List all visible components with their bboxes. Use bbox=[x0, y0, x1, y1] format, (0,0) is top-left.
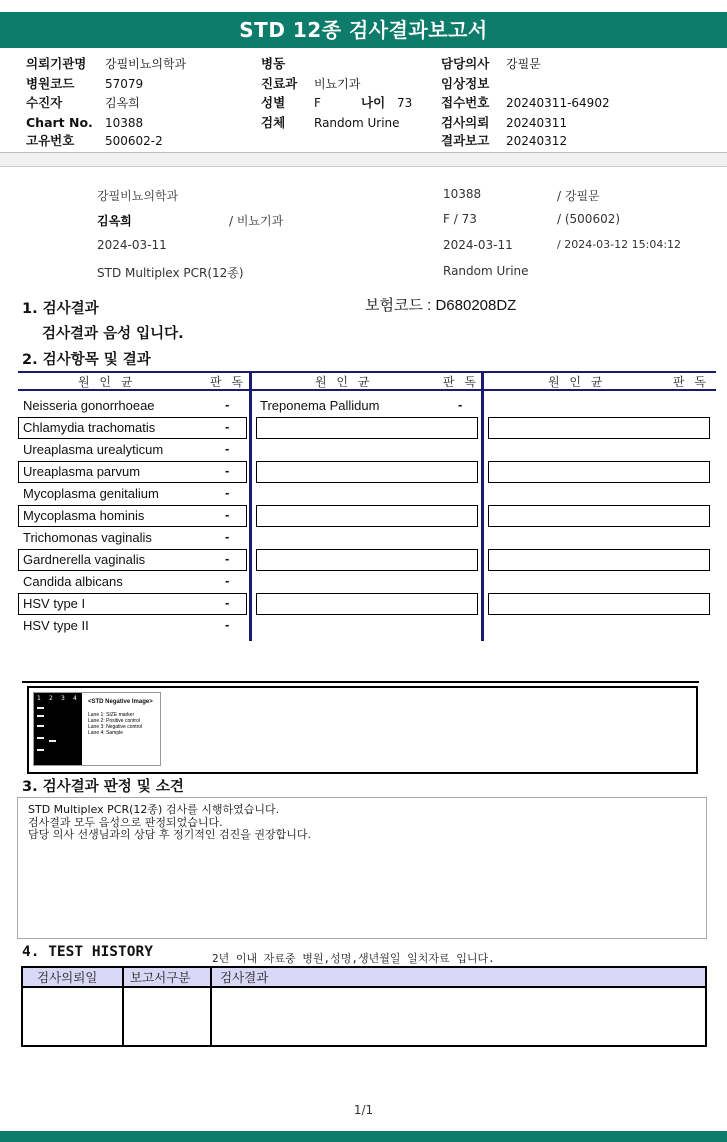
organism-name: Candida albicans bbox=[23, 574, 123, 589]
history-table bbox=[21, 966, 707, 1047]
label-report-date: 결과보고 bbox=[441, 133, 490, 148]
opinion-line-2: 검사결과 모두 음성으로 판정되었습니다. bbox=[28, 815, 223, 829]
empty-slot-box bbox=[256, 461, 478, 483]
summary-chart-no: 10388 bbox=[443, 187, 482, 201]
organism-result: - bbox=[225, 551, 230, 566]
empty-slot-box bbox=[256, 593, 478, 615]
history-divider-2 bbox=[210, 968, 212, 1045]
value-report-date: 20240312 bbox=[506, 134, 568, 148]
lane-number-2: 2 bbox=[49, 695, 53, 702]
organism-result: - bbox=[225, 463, 230, 478]
lane-number-1: 1 bbox=[37, 695, 41, 702]
gel-title: <STD Negative Image> bbox=[88, 699, 153, 705]
value-sex: F bbox=[314, 96, 321, 110]
gel-legend-4: Lane 4: Sample bbox=[88, 730, 124, 736]
label-sex: 성별 bbox=[261, 95, 286, 110]
section2-heading: 2. 검사항목 및 결과 bbox=[22, 352, 151, 368]
value-institution: 강필비뇨의학과 bbox=[105, 57, 187, 71]
organism-name: Neisseria gonorrhoeae bbox=[23, 398, 155, 413]
summary-doctor: / 강필문 bbox=[557, 189, 600, 203]
gel-band bbox=[37, 707, 44, 709]
summary-request-date: 2024-03-11 bbox=[97, 238, 167, 252]
organism-name: HSV type II bbox=[23, 618, 89, 633]
label-doctor: 담당의사 bbox=[441, 56, 490, 71]
summary-patient: 김옥희 bbox=[97, 214, 132, 228]
label-hospital-code: 병원코드 bbox=[26, 76, 75, 91]
history-col-report-type: 보고서구분 bbox=[124, 968, 210, 988]
value-age: 73 bbox=[397, 96, 413, 110]
label-ward: 병동 bbox=[261, 56, 286, 71]
label-age: 나이 bbox=[361, 95, 386, 110]
gel-band bbox=[37, 749, 44, 751]
summary-test-name: STD Multiplex PCR(12종) bbox=[97, 266, 244, 280]
history-col-result: 검사결과 bbox=[212, 968, 705, 988]
organism-result: - bbox=[225, 397, 230, 412]
organism-name: Trichomonas vaginalis bbox=[23, 530, 152, 545]
section1-heading: 1. 검사결과 bbox=[22, 301, 99, 317]
gel-top-rule bbox=[22, 681, 699, 683]
label-specimen: 검체 bbox=[261, 115, 286, 130]
col-result-3: 판 독 bbox=[673, 375, 709, 389]
summary-report-datetime: / 2024-03-12 15:04:12 bbox=[557, 238, 682, 251]
organism-result: - bbox=[225, 507, 230, 522]
organism-result: - bbox=[225, 617, 230, 632]
opinion-line-1: STD Multiplex PCR(12종) 검사를 시행하였습니다. bbox=[28, 803, 280, 816]
gel-image bbox=[33, 692, 161, 766]
empty-slot-box bbox=[488, 461, 710, 483]
gel-band bbox=[49, 740, 56, 742]
organism-result: - bbox=[225, 441, 230, 456]
empty-slot-box bbox=[256, 417, 478, 439]
value-request-date: 20240311 bbox=[506, 116, 568, 130]
gel-legend-3: Lane 3: Negative control bbox=[88, 724, 143, 730]
section1-result-text: 검사결과 음성 입니다. bbox=[42, 326, 184, 342]
value-unique-no: 500602-2 bbox=[105, 134, 163, 148]
empty-slot-box bbox=[488, 505, 710, 527]
gel-legend-2: Lane 2: Positive control bbox=[88, 718, 140, 724]
empty-slot-box bbox=[256, 549, 478, 571]
value-chart-no: 10388 bbox=[105, 116, 144, 130]
gel-band bbox=[37, 725, 44, 727]
label-clinical-info: 임상정보 bbox=[441, 76, 490, 91]
column-divider-2 bbox=[481, 371, 484, 641]
organism-result: - bbox=[225, 529, 230, 544]
empty-slot-box bbox=[256, 505, 478, 527]
organism-name: Ureaplasma parvum bbox=[23, 464, 141, 479]
value-specimen: Random Urine bbox=[314, 116, 400, 130]
organism-result: - bbox=[225, 419, 230, 434]
label-unique-no: 고유번호 bbox=[26, 133, 75, 148]
value-receipt-no: 20240311-64902 bbox=[506, 96, 610, 110]
value-department: 비뇨기과 bbox=[314, 77, 361, 91]
report-title: STD 12종 검사결과보고서 bbox=[0, 12, 727, 48]
history-divider-1 bbox=[122, 968, 124, 1045]
label-patient: 수진자 bbox=[26, 95, 63, 110]
value-hospital-code: 57079 bbox=[105, 77, 144, 91]
history-col-request-date: 검사의뢰일 bbox=[23, 968, 122, 988]
opinion-line-3: 담당 의사 선생님과의 상담 후 정기적인 검진을 권장합니다. bbox=[28, 828, 311, 841]
summary-receipt-date: 2024-03-11 bbox=[443, 238, 513, 252]
organism-result: - bbox=[458, 397, 463, 412]
col-organism-3: 원 인 균 bbox=[548, 375, 606, 389]
organism-name: Treponema Pallidum bbox=[260, 398, 380, 413]
value-doctor: 강필문 bbox=[506, 57, 541, 71]
lane-number-3: 3 bbox=[61, 695, 65, 702]
value-patient: 김옥희 bbox=[105, 96, 140, 110]
organism-name: Mycoplasma hominis bbox=[23, 508, 145, 523]
gel-legend-1: Lane 1: SIZE marker bbox=[88, 712, 135, 718]
label-department: 진료과 bbox=[261, 76, 298, 91]
header-separator bbox=[0, 152, 727, 166]
gel-band bbox=[37, 715, 44, 717]
organism-result: - bbox=[225, 595, 230, 610]
column-divider-1 bbox=[249, 371, 252, 641]
summary-institution: 강필비뇨의학과 bbox=[97, 189, 179, 203]
organism-name: Gardnerella vaginalis bbox=[23, 552, 146, 567]
gel-lanes bbox=[34, 693, 82, 765]
summary-department: / 비뇨기과 bbox=[229, 214, 284, 228]
organism-name: Mycoplasma genitalium bbox=[23, 486, 159, 501]
footer-bar bbox=[0, 1131, 727, 1142]
gel-band bbox=[37, 737, 44, 739]
summary-sex-age: F / 73 bbox=[443, 212, 477, 226]
organism-result: - bbox=[225, 485, 230, 500]
empty-slot-box bbox=[488, 417, 710, 439]
label-request-date: 검사의뢰 bbox=[441, 115, 490, 130]
history-note: 2년 이내 자료중 병원,성명,생년월일 일치자료 입니다. bbox=[212, 952, 495, 965]
empty-slot-box bbox=[488, 549, 710, 571]
section4-heading: 4. TEST HISTORY bbox=[22, 944, 153, 960]
label-receipt-no: 접수번호 bbox=[441, 95, 490, 110]
col-result-1: 판 독 bbox=[210, 375, 246, 389]
header-separator-line bbox=[0, 166, 727, 167]
label-chart-no: Chart No. bbox=[26, 115, 93, 130]
label-institution: 의뢰기관명 bbox=[26, 56, 87, 71]
page-number: 1/1 bbox=[353, 1103, 374, 1117]
summary-specimen: Random Urine bbox=[443, 264, 529, 278]
organism-name: Chlamydia trachomatis bbox=[23, 420, 156, 435]
lane-number-4: 4 bbox=[73, 695, 77, 702]
col-organism-2: 원 인 균 bbox=[315, 375, 373, 389]
organism-name: Ureaplasma urealyticum bbox=[23, 442, 164, 457]
insurance-code: 보험코드 : D680208DZ bbox=[365, 297, 517, 314]
organism-name: HSV type I bbox=[23, 596, 86, 611]
section3-heading: 3. 검사결과 판정 및 소견 bbox=[22, 779, 184, 795]
col-result-2: 판 독 bbox=[443, 375, 479, 389]
organism-result: - bbox=[225, 573, 230, 588]
col-organism-1: 원 인 균 bbox=[78, 375, 136, 389]
opinion-box bbox=[17, 797, 707, 939]
summary-id: / (500602) bbox=[557, 212, 621, 226]
empty-slot-box bbox=[488, 593, 710, 615]
